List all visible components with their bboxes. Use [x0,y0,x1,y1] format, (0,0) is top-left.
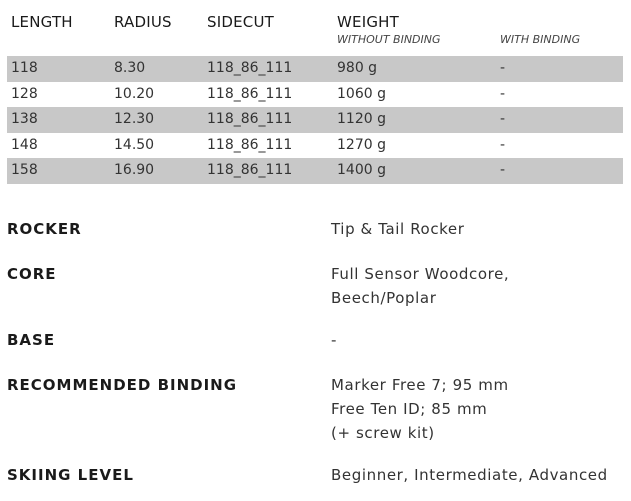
spec-label-binding: RECOMMENDED BINDING [7,376,238,394]
header-radius: RADIUS [114,13,172,31]
table-row [7,133,623,159]
cell-length: 148 [11,136,38,153]
table-row [7,158,623,184]
cell-sidecut: 118_86_111 [207,136,293,153]
header-weight: WEIGHT [337,13,399,31]
cell-sidecut: 118_86_111 [207,162,293,178]
cell-weight: 1400 g [337,162,386,178]
cell-with-binding: - [500,85,506,102]
cell-weight: 980 g [337,60,378,76]
spec-label-core: CORE [7,265,57,283]
spec-value-line: Full Sensor Woodcore, [331,265,510,283]
cell-with-binding: - [500,111,506,127]
cell-radius: 10.20 [114,85,155,102]
spec-value-base: - [331,331,338,349]
spec-value-rocker: Tip & Tail Rocker [331,220,465,238]
cell-length: 138 [11,111,38,127]
cell-with-binding: - [500,136,506,153]
cell-radius: 16.90 [114,162,155,178]
cell-weight: 1060 g [337,85,386,102]
cell-radius: 14.50 [114,136,155,153]
table-row [7,82,623,108]
header-sidecut: SIDECUT [207,13,274,31]
table-header [7,0,623,56]
spec-value-line: Beech/Poplar [331,289,437,307]
cell-sidecut: 118_86_111 [207,85,293,102]
header-length: LENGTH [11,13,73,31]
cell-weight: 1270 g [337,136,386,153]
cell-with-binding: - [500,60,506,76]
spec-value-line: (+ screw kit) [331,424,435,442]
spec-value-line: Marker Free 7; 95 mm [331,376,509,394]
cell-with-binding: - [500,162,506,178]
header-with-binding: WITH BINDING [500,33,581,46]
cell-radius: 12.30 [114,111,155,127]
spec-value-level: Beginner, Intermediate, Advanced [331,466,608,484]
cell-sidecut: 118_86_111 [207,111,293,127]
cell-radius: 8.30 [114,60,146,76]
cell-length: 118 [11,60,38,76]
table-row [7,107,623,133]
cell-sidecut: 118_86_111 [207,60,293,76]
table-row [7,56,623,82]
cell-length: 128 [11,85,38,102]
cell-weight: 1120 g [337,111,386,127]
spec-value-line: Free Ten ID; 85 mm [331,400,488,418]
spec-label-level: SKIING LEVEL [7,466,134,484]
spec-value-binding [331,373,509,445]
spec-label-rocker: ROCKER [7,220,82,238]
header-without-binding: WITHOUT BINDING [337,33,441,46]
size-table [7,0,623,184]
spec-label-base: BASE [7,331,56,349]
spec-value-core [331,262,509,310]
cell-length: 158 [11,162,38,178]
